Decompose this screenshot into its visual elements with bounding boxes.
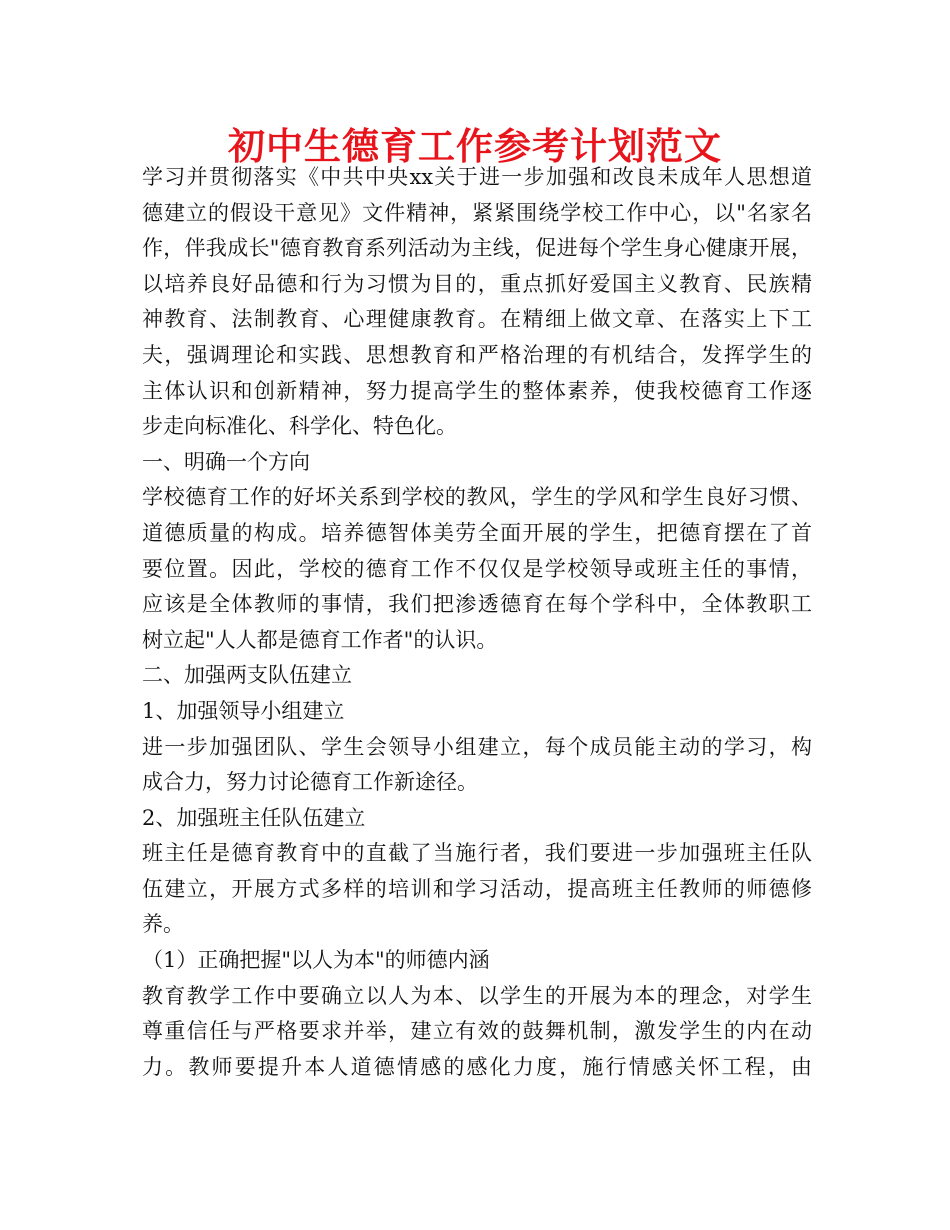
body-text-line: 步走向标准化、科学化、特色化。: [142, 414, 457, 439]
body-text-line: 作，伴我成长"德育教育系列活动为主线，促进每个学生身心健康开展，: [142, 236, 812, 261]
document-body: [142, 160, 812, 1085]
body-text-line: 树立起"人人都是德育工作者"的认识。: [142, 627, 498, 652]
body-text-line: 道德质量的构成。培养德智体美劳全面开展的学生，把德育摆在了首: [142, 520, 812, 545]
body-text-line: 成合力，努力讨论德育工作新途径。: [142, 770, 478, 795]
body-text-line: 伍建立，开展方式多样的培训和学习活动，提高班主任教师的师德修: [142, 876, 812, 901]
body-text-line: 尊重信任与严格要求并举，建立有效的鼓舞机制，激发学生的内在动: [142, 1019, 812, 1044]
body-text-line: 力。教师要提升本人道德情感的感化力度，施行情感关怀工程，由: [142, 1054, 812, 1079]
body-text-line: 学习并贯彻落实《中共中央xx关于进一步加强和改良未成年人思想道: [142, 165, 812, 189]
body-text-line: 进一步加强团队、学生会领导小组建立，每个成员能主动的学习，构: [142, 734, 812, 759]
body-text-line: 1、加强领导小组建立: [142, 698, 345, 723]
body-text-line: 要位置。因此，学校的德育工作不仅仅是学校领导或班主任的事情，: [142, 556, 812, 581]
body-text-line: 教育教学工作中要确立以人为本、以学生的开展为本的理念，对学生: [142, 983, 812, 1008]
body-text-line: 学校德育工作的好坏关系到学校的教风，学生的学风和学生良好习惯、: [142, 485, 812, 510]
body-text-line: 夫，强调理论和实践、思想教育和严格治理的有机结合，发挥学生的: [142, 342, 812, 367]
body-text-line: 主体认识和创新精神，努力提高学生的整体素养，使我校德育工作逐: [142, 378, 812, 403]
document-title: 初中生德育工作参考计划范文: [228, 124, 722, 168]
body-text-line: 应该是全体教师的事情，我们把渗透德育在每个学科中，全体教职工: [142, 592, 812, 617]
body-text-line: 一、明确一个方向: [142, 449, 310, 474]
body-text-line: 神教育、法制教育、心理健康教育。在精细上做文章、在落实上下工: [142, 307, 812, 332]
body-text-line: 2、加强班主任队伍建立: [142, 805, 366, 830]
body-text-line: 二、加强两支队伍建立: [142, 663, 352, 688]
body-text-line: 以培养良好品德和行为习惯为目的，重点抓好爱国主义教育、民族精: [142, 271, 812, 296]
body-text-line: 养。: [142, 912, 184, 937]
body-text-line: 德建立的假设干意见》文件精神，紧紧围绕学校工作中心，以"名家名: [142, 200, 812, 225]
body-text-line: （1）正确把握"以人为本"的师德内涵: [142, 948, 490, 973]
body-text-line: 班主任是德育教育中的直截了当施行者，我们要进一步加强班主任队: [142, 841, 812, 866]
